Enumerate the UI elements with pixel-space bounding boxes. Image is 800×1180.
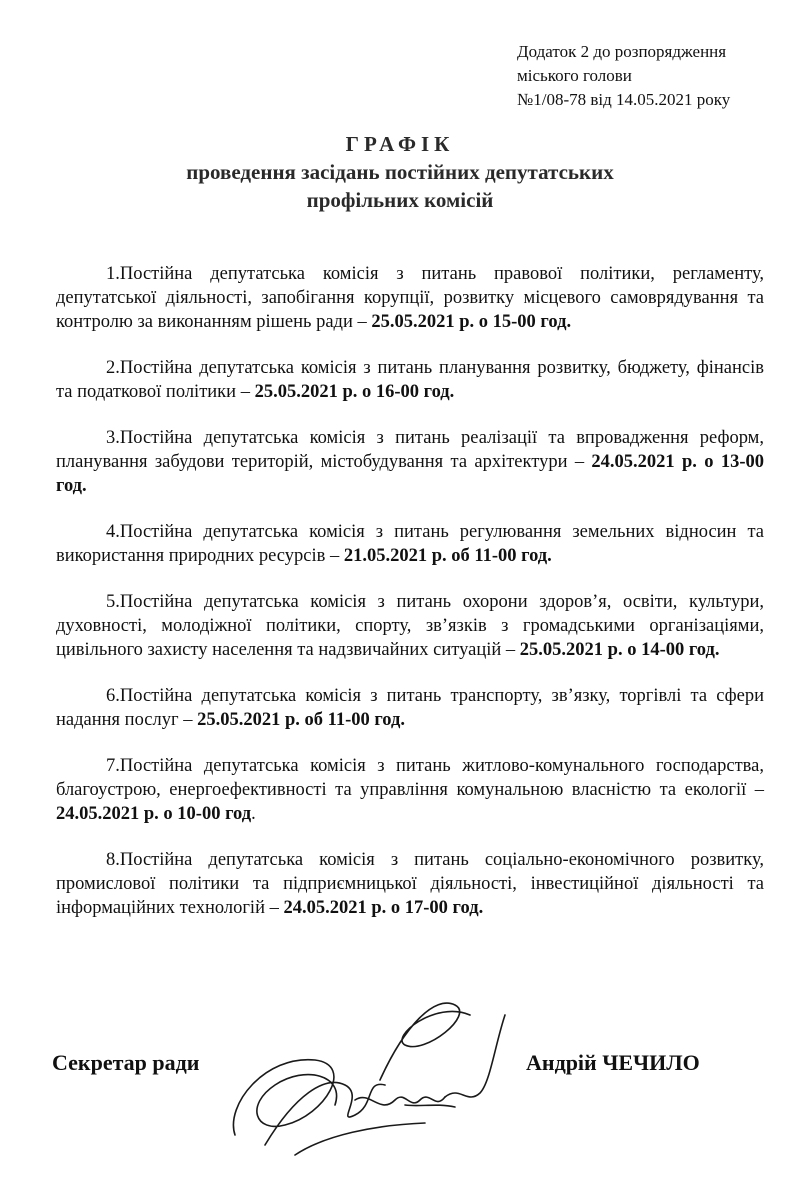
signature-row (0, 1050, 800, 1090)
commission-item (56, 590, 764, 662)
commission-text: 1.Постійна депутатська комісія з питань правової політики, регламенту, депутатської діяльності, запобігання корупції, розвитку місцевого самоврядування та контролю за виконанням рішень ради – (56, 264, 764, 332)
commission-schedule: 24.05.2021 р. о 17-00 год. (283, 898, 484, 918)
commission-item (56, 848, 764, 920)
commission-text: 3.Постійна депутатська комісія з питань реалізації та впровадження реформ, планування забудови територій, містобудування та архітектури – (56, 428, 764, 472)
appendix-note (517, 40, 730, 112)
appendix-line-1: Додаток 2 до розпорядження (517, 42, 727, 61)
commission-schedule: 25.05.2021 р. о 16-00 год. (254, 382, 455, 402)
commission-tail: . (251, 804, 256, 824)
commission-text: 4.Постійна депутатська комісія з питань регулювання земельних відносин та використання природних ресурсів – (56, 522, 764, 566)
commission-text: 2.Постійна депутатська комісія з питань планування розвитку, бюджету, фінансів та податкової політики – (56, 358, 764, 402)
appendix-line-2: міського голови (517, 66, 632, 85)
commission-item (56, 520, 764, 568)
document-subtitle-line-2: профільних комісій (306, 188, 494, 212)
title-block (0, 130, 800, 214)
commission-text: 8.Постійна депутатська комісія з питань соціально-економічного розвитку, промислової політики та підприємницької діяльності, інвестиційної діяльності та інформаційних технологій – (56, 850, 764, 918)
document-subtitle-line-1: проведення засідань постійних депутатських (186, 160, 614, 184)
document-title: ГРАФІК (345, 132, 455, 156)
signatory-role: Секретар ради (52, 1050, 200, 1075)
commission-schedule: 25.05.2021 р. о 15-00 год. (371, 312, 572, 332)
commission-text: 7.Постійна депутатська комісія з питань житлово-комунального господарства, благоустрою, енергоефективності та управління комунальною власністю та екології – (56, 756, 764, 800)
commission-item (56, 426, 764, 498)
commission-text: 5.Постійна депутатська комісія з питань охорони здоров’я, освіти, культури, духовності, молодіжної політики, спорту, зв’язків з громадськими організаціями, цивільного захисту населення та надзвичайних ситуацій – (56, 592, 764, 660)
commission-schedule: 25.05.2021 р. об 11-00 год. (197, 710, 406, 730)
commission-schedule: 24.05.2021 р. о 13-00 год. (56, 452, 764, 496)
commission-item (56, 356, 764, 404)
commission-list (56, 262, 764, 942)
commission-item (56, 754, 764, 826)
commission-schedule: 24.05.2021 р. о 10-00 год (56, 804, 252, 824)
commission-item (56, 262, 764, 334)
commission-item (56, 684, 764, 732)
commission-schedule: 21.05.2021 р. об 11-00 год. (343, 546, 552, 566)
appendix-line-3: №1/08-78 від 14.05.2021 року (517, 90, 731, 109)
commission-schedule: 25.05.2021 р. о 14-00 год. (519, 640, 720, 660)
signatory-name: Андрій ЧЕЧИЛО (526, 1050, 700, 1075)
commission-text: 6.Постійна депутатська комісія з питань транспорту, зв’язку, торгівлі та сфери надання послуг – (56, 686, 764, 730)
